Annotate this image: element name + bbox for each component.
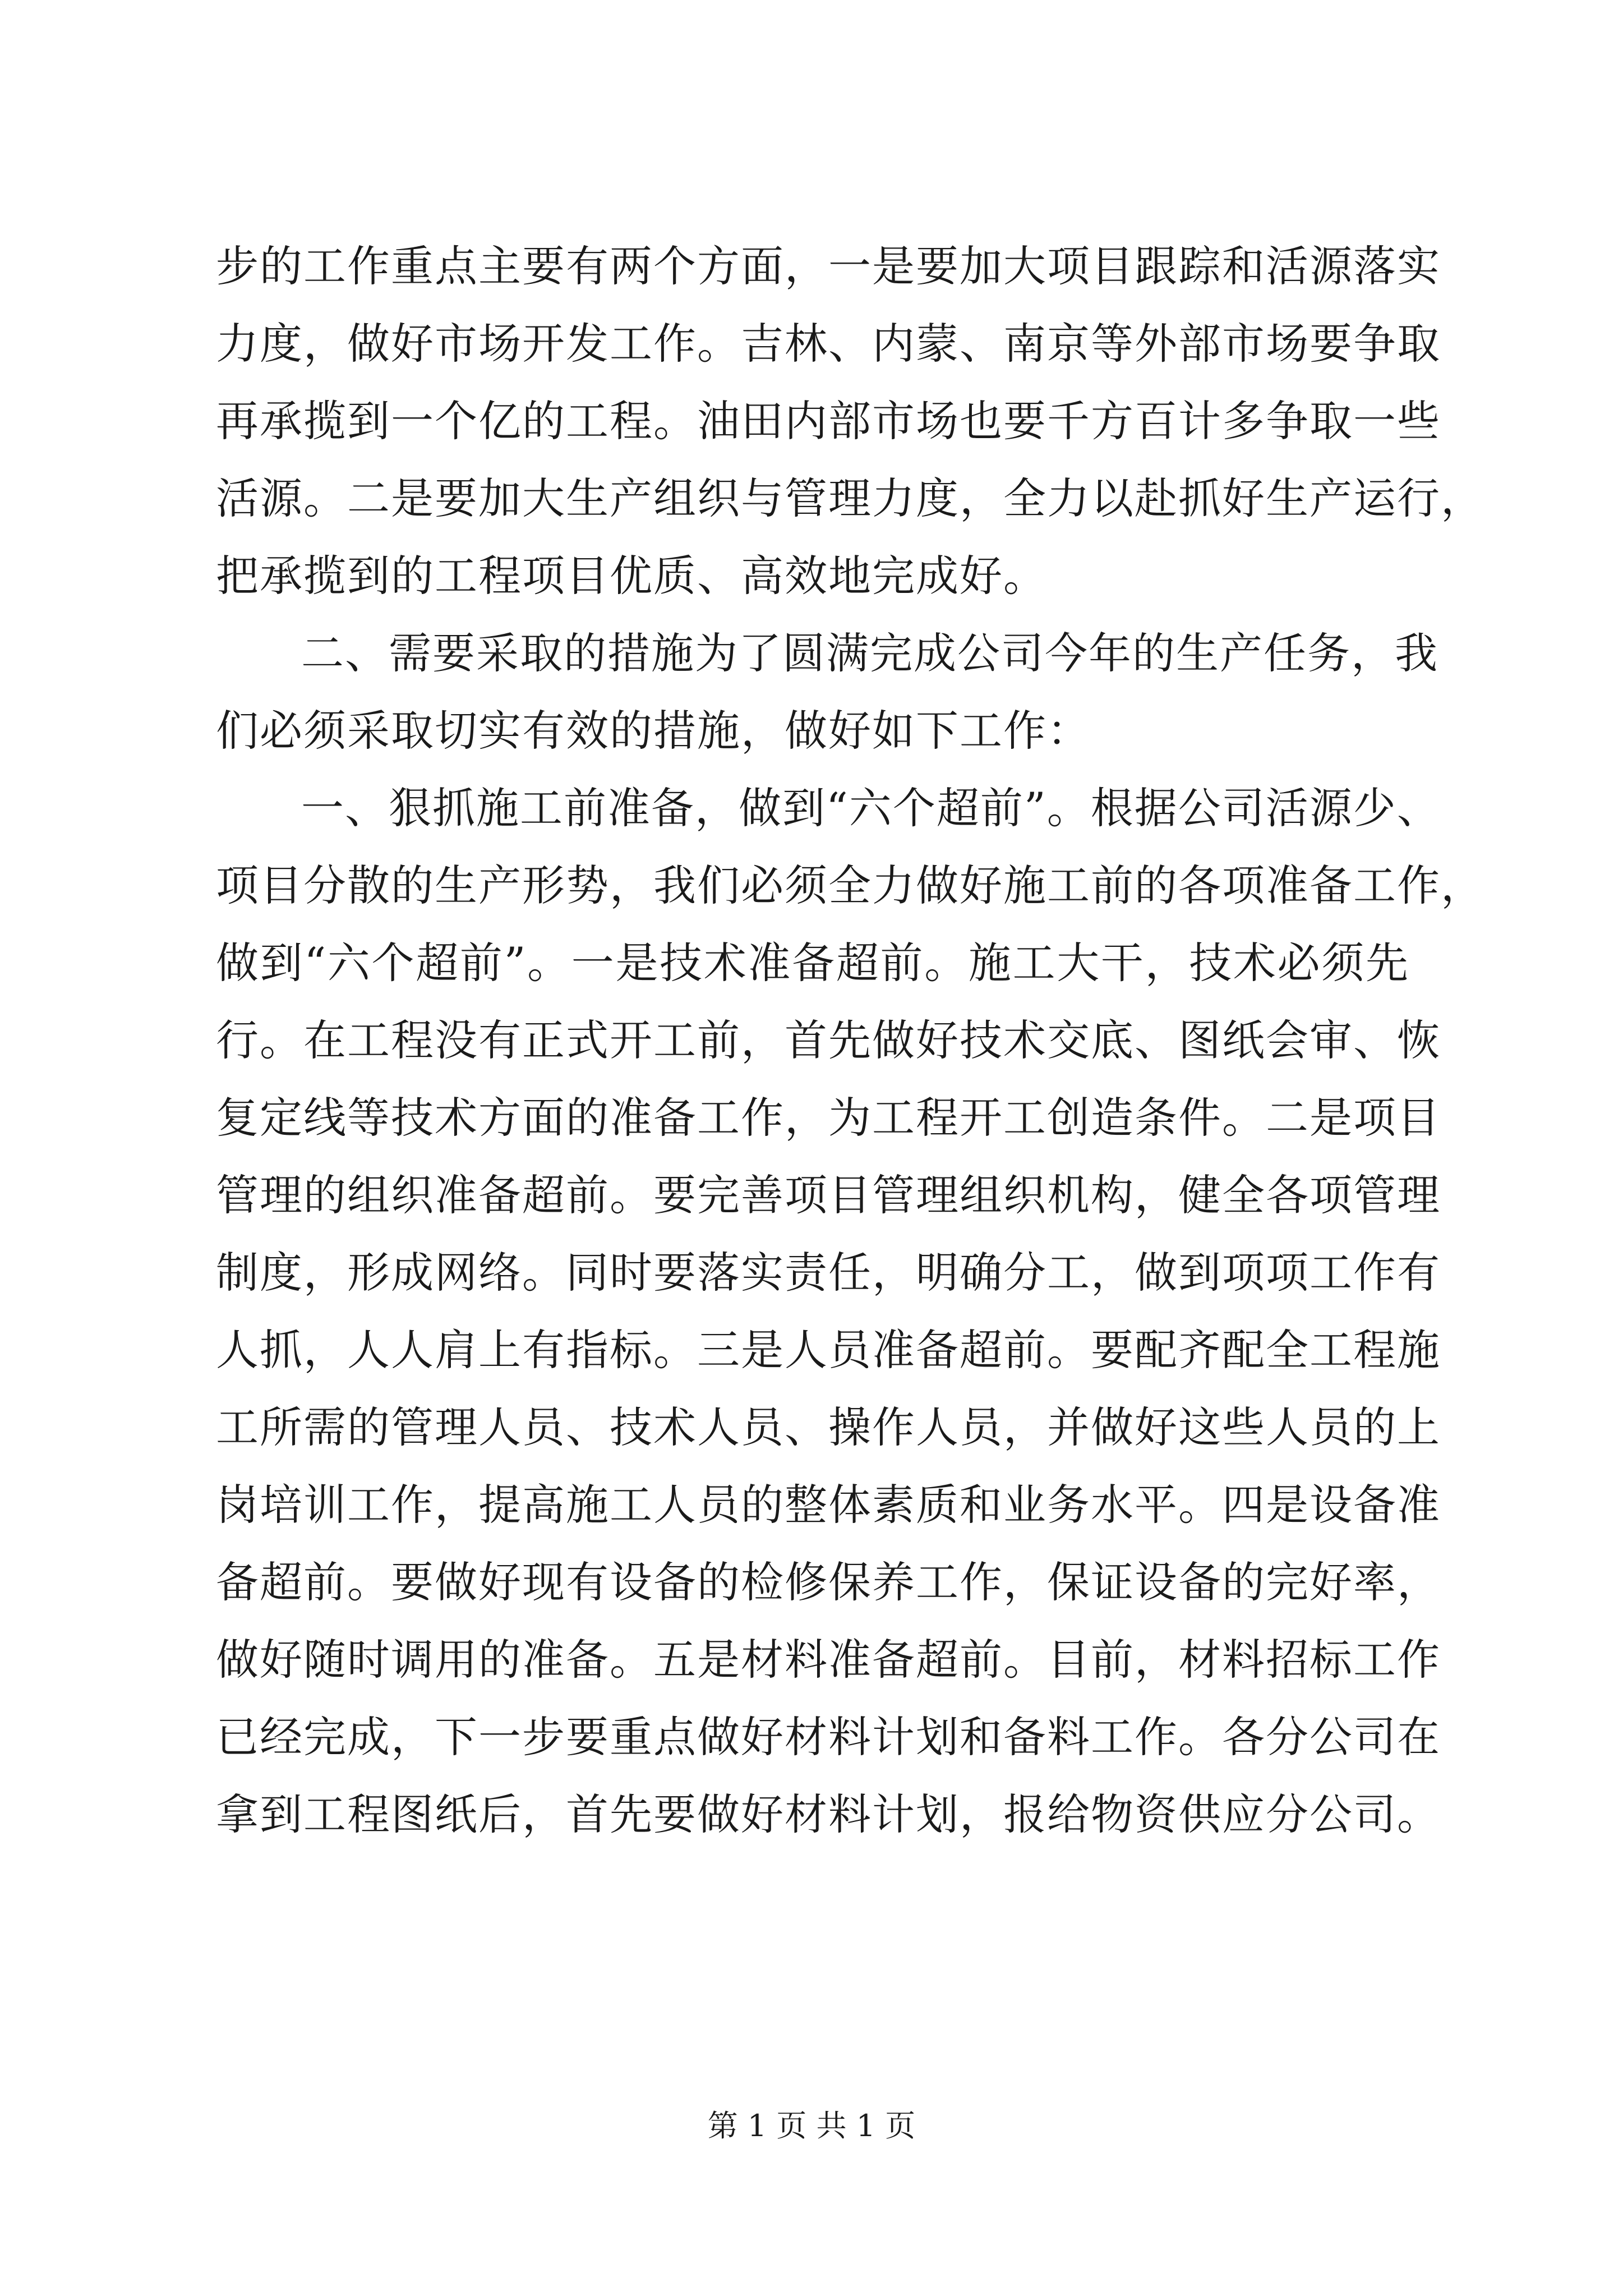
text-line: 岗培训工作，提高施工人员的整体素质和业务水平。四是设备准	[216, 1480, 1441, 1530]
text-line: 把承揽到的工程项目优质、高效地完成好。	[216, 551, 1047, 601]
text-line: 活源。二是要加大生产组织与管理力度，全力以赴抓好生产运行，	[216, 473, 1484, 523]
text-line: 做好随时调用的准备。五是材料准备超前。目前，材料招标工作	[216, 1635, 1441, 1685]
text-line: 步的工作重点主要有两个方面，一是要加大项目跟踪和活源落实	[216, 241, 1441, 291]
page-footer: 第 1 页 共 1 页	[707, 2108, 916, 2143]
text-line: 拿到工程图纸后，首先要做好材料计划，报给物资供应分公司。	[216, 1789, 1441, 1839]
text-line: 复定线等技术方面的准备工作，为工程开工创造条件。二是项目	[216, 1093, 1441, 1143]
text-line: 人抓，人人肩上有指标。三是人员准备超前。要配齐配全工程施	[216, 1325, 1441, 1375]
paragraph-first-line: 一、狠抓施工前准备，做到“六个超前”。根据公司活源少、	[301, 783, 1441, 833]
text-line: 制度，形成网络。同时要落实责任，明确分工，做到项项工作有	[216, 1248, 1441, 1297]
text-line: 管理的组织准备超前。要完善项目管理组织机构，健全各项管理	[216, 1170, 1441, 1220]
text-line: 备超前。要做好现有设备的检修保养工作，保证设备的完好率，	[216, 1557, 1441, 1607]
text-line: 再承揽到一个亿的工程。油田内部市场也要千方百计多争取一些	[216, 396, 1441, 446]
text-line: 已经完成，下一步要重点做好材料计划和备料工作。各分公司在	[216, 1712, 1441, 1762]
text-line: 工所需的管理人员、技术人员、操作人员，并做好这些人员的上	[216, 1402, 1441, 1452]
text-line: 力度，做好市场开发工作。吉林、内蒙、南京等外部市场要争取	[216, 319, 1441, 369]
text-line: 项目分散的生产形势，我们必须全力做好施工前的各项准备工作，	[216, 861, 1484, 910]
text-line: 们必须采取切实有效的措施，做好如下工作：	[216, 706, 1091, 756]
paragraph-first-line: 二、需要采取的措施为了圆满完成公司今年的生产任务，我	[301, 628, 1438, 678]
text-line: 行。在工程没有正式开工前，首先做好技术交底、图纸会审、恢	[216, 1015, 1441, 1065]
text-line: 做到“六个超前”。一是技术准备超前。施工大干，技术必须先	[216, 938, 1409, 988]
